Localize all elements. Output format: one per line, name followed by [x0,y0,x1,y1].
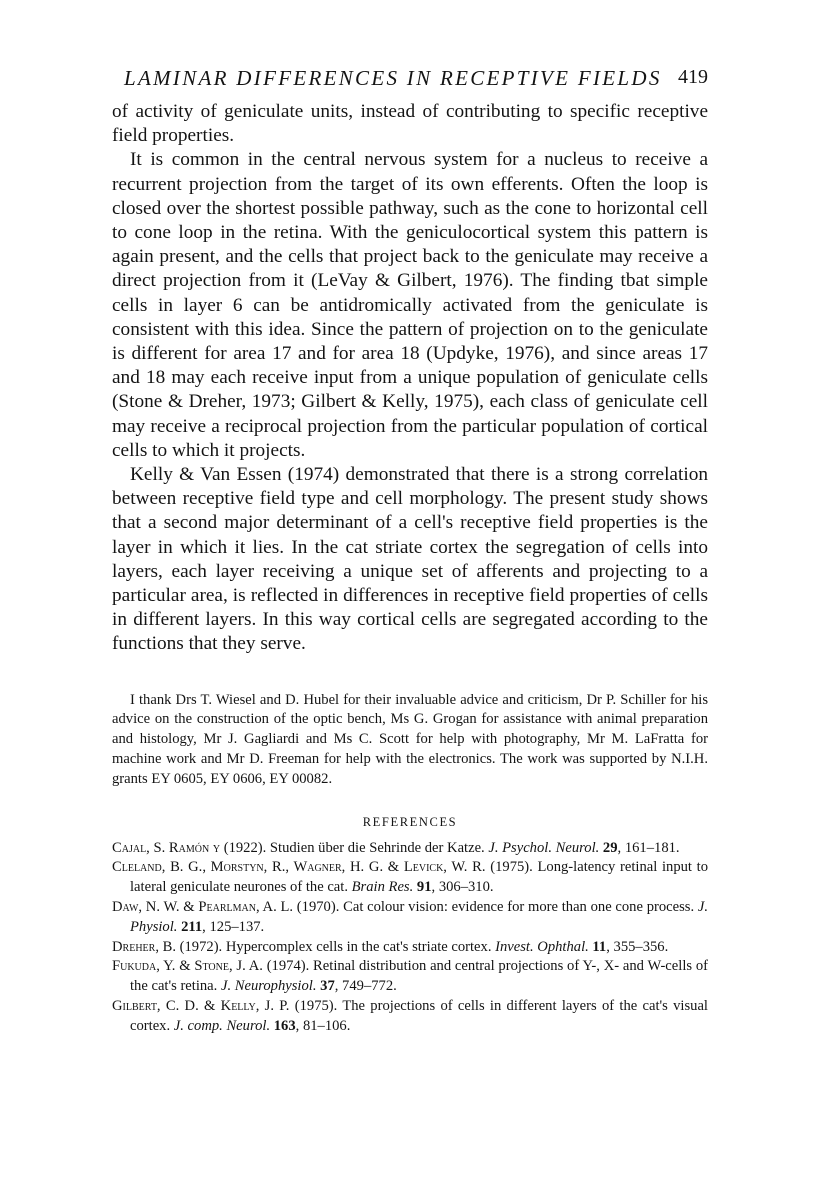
reference-list [112,839,708,1037]
reference-volume: 11 [588,938,607,955]
reference-item [112,898,708,938]
reference-authors: Dreher, B. [112,938,176,955]
reference-pages: , 125–137. [202,918,265,935]
reference-volume: 211 [177,918,203,935]
reference-year: (1922). [220,839,270,856]
body-text [112,100,708,657]
reference-title: Hypercomplex cells in the cat's striate cortex. [225,938,496,955]
reference-item [112,957,708,997]
reference-authors: Daw, N. W. & Pearlman, A. L. [112,899,294,916]
references-heading: REFERENCES [362,814,458,829]
reference-item [112,858,708,898]
reference-year: (1975). [289,998,343,1015]
acknowledgement: I thank Drs T. Wiesel and D. Hubel for their invaluable advice and criticism, Dr P. Schiller for his advice on the construction of the optic bench, Ms G. Grogan for assistance with animal preparation and histology, Mr J. Gagliardi and Ms C. Scott for help with photography, Mr M. LaFratta for machine work and Mr D. Freeman for help with the electronics. The work was supported by N.I.H. grants EY 0605, EY 0606, EY 00082. [112,691,708,787]
reference-item [112,997,708,1037]
reference-title: Retinal distribution and central projections of Y-, X- and W-cells of the cat's retina. [130,958,708,995]
reference-volume: 163 [270,1017,296,1034]
running-title: LAMINAR DIFFERENCES IN RECEPTIVE FIELDS [124,66,662,90]
reference-title: Long-latency retinal input to lateral geniculate neurones of the cat. [130,859,709,896]
reference-pages: , 81–106. [295,1017,351,1034]
reference-title: Cat colour vision: evidence for more than one cone process. [343,899,698,916]
reference-pages: , 161–181. [617,839,680,856]
reference-journal: J. comp. Neurol. [173,1017,271,1034]
page-number: 419 [678,66,708,88]
reference-journal: J. Psychol. Neurol. [488,839,600,856]
reference-authors: Cleland, B. G., Morstyn, R., Wagner, H. G. & Levick, W. R. [112,859,486,876]
reference-volume: 29 [599,839,618,856]
reference-journal: Brain Res. [351,879,414,896]
journal-page [112,66,708,1037]
paragraph-recurrent-projection: It is common in the central nervous system for a nucleus to receive a recurrent projection from the target of its own efferents. Often the loop is closed over the shortest possible pathway, such as the cone to horizontal cell to cone loop in the retina. With the geniculocortical system this pattern is again present, and the cells that project back to the geniculate may receive a direct projection from it (LeVay & Gilbert, 1976). The finding tbat simple cells in layer 6 can be antidromically activated from the geniculate is consistent with this idea. Since the pattern of projection on to the geniculate is different for area 17 and for area 18 (Updyke, 1976), and since areas 17 and 18 may each receive input from a unique population of geniculate cells (Stone & Dreher, 1973; Gilbert & Kelly, 1975), each class of geniculate cell may receive a reciprocal projection from the particular population of cortical cells to which it projects. [112,149,708,461]
reference-pages: , 749–772. [334,978,397,995]
reference-authors: Gilbert, C. D. & Kelly, J. P. [112,998,290,1015]
reference-year: (1975). [485,859,538,876]
reference-journal: J. Physiol. [130,899,709,935]
reference-journal: Invest. Ophthal. [495,938,589,955]
reference-year: (1972). [176,938,226,955]
reference-pages: , 306–310. [431,879,494,896]
reference-volume: 37 [316,978,335,995]
reference-pages: , 355–356. [606,938,669,955]
paragraph-continuation: of activity of geniculate units, instead of contributing to specific receptive field properties. [112,101,708,147]
reference-volume: 91 [413,879,432,896]
reference-item [112,839,708,859]
reference-year: (1974). [262,958,314,975]
reference-title: Studien über die Sehrinde der Katze. [269,839,489,856]
reference-item [112,938,708,958]
reference-authors: Fukuda, Y. & Stone, J. A. [112,958,263,975]
reference-journal: J. Neurophysiol. [220,978,317,995]
page-header [112,66,708,100]
reference-authors: Cajal, S. Ramón y [112,839,221,856]
reference-year: (1970). [293,899,344,916]
paragraph-laminar-determinant: Kelly & Van Essen (1974) demonstrated that there is a strong correlation between receptive field type and cell morphology. The present study shows that a second major determinant of a cell's receptive field properties is the layer in which it lies. In the cat striate cortex the segregation of cells into layers, each layer receiving a unique set of afferents and projecting to a particular area, is reflected in differences in receptive field properties of cells in different layers. In this way cortical cells are segregated according to the functions that they serve. [112,464,708,655]
reference-title: The projections of cells in different layers of the cat's visual cortex. [130,998,708,1034]
